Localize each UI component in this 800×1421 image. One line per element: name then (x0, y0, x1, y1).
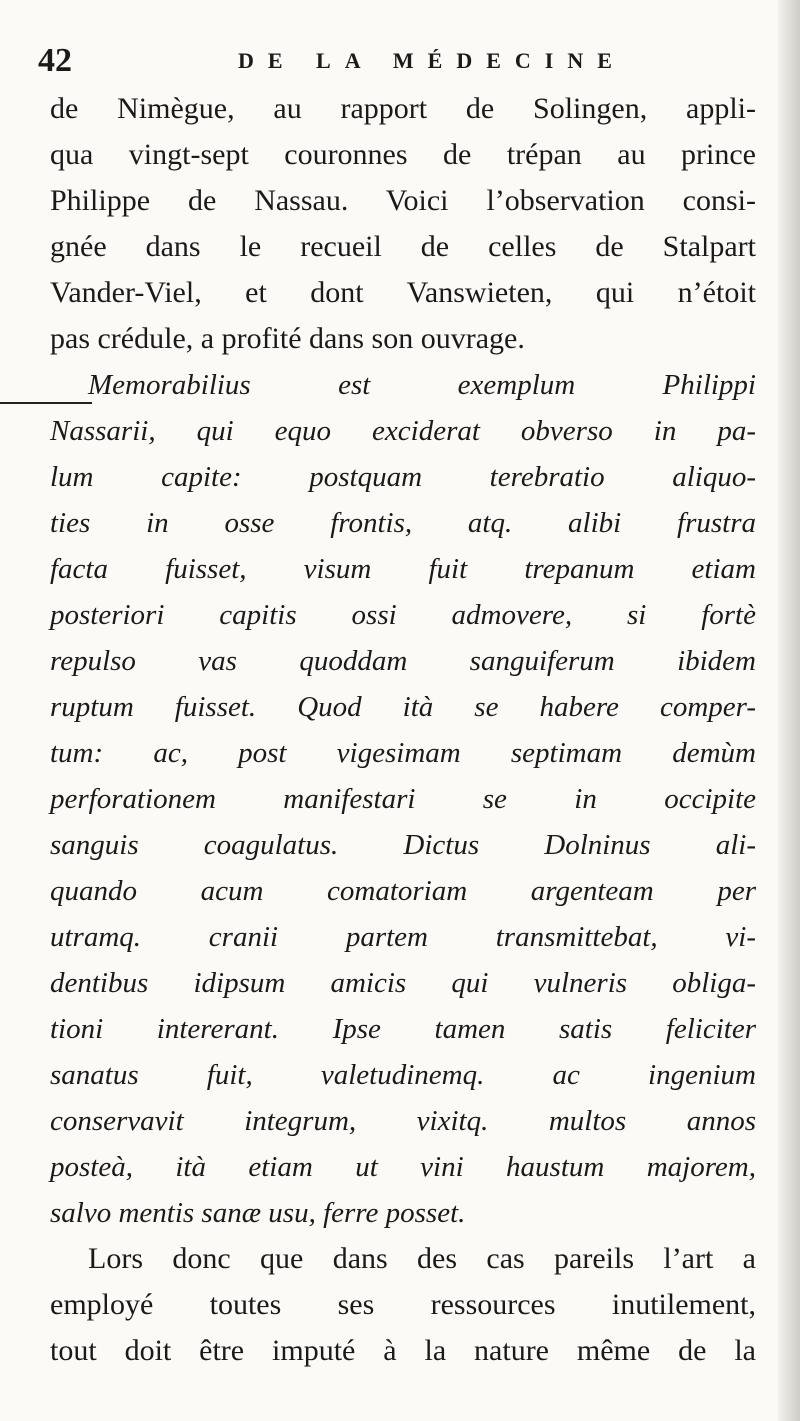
quote-line: tum: ac, post vigesimam septimam demùm (50, 737, 756, 769)
quote-line: Nassarii, qui equo exciderat obverso in pa- (50, 415, 756, 447)
text-line: tout doit être imputé à la nature même de la (50, 1334, 756, 1367)
quote-line: posteriori capitis ossi admovere, si fortè (50, 599, 756, 631)
quote-line: ties in osse frontis, atq. alibi frustra (50, 507, 756, 539)
quote-line: lum capite: postquam terebratio aliquo- (50, 461, 756, 493)
quote-line: sanatus fuit, valetudinemq. ac ingenium (50, 1059, 756, 1091)
text-line: Philippe de Nassau. Voici l’observation consi- (50, 184, 756, 217)
quote-line: tioni intererant. Ipse tamen satis feliciter (50, 1013, 756, 1045)
quote-line: perforationem manifestari se in occipite (50, 783, 756, 815)
text-line: pas crédule, a profité dans son ouvrage. (50, 322, 525, 355)
running-title: DE LA MÉDECINE (238, 48, 626, 73)
text-line: gnée dans le recueil de celles de Stalpart (50, 230, 756, 263)
text-line: Lors donc que dans des cas pareils l’art a (88, 1242, 756, 1275)
margin-rule (0, 402, 92, 404)
quote-line: dentibus idipsum amicis qui vulneris obliga- (50, 967, 756, 999)
quote-line: conservavit integrum, vixitq. multos annos (50, 1105, 756, 1137)
text-line: de Nimègue, au rapport de Solingen, appli- (50, 92, 756, 125)
page-gutter-shadow (778, 0, 800, 1421)
quote-line: sanguis coagulatus. Dictus Dolninus ali- (50, 829, 756, 861)
text-line: employé toutes ses ressources inutilement, (50, 1288, 756, 1321)
quote-line: Memorabilius est exemplum Philippi (88, 369, 756, 401)
quote-line: facta fuisset, visum fuit trepanum etiam (50, 553, 756, 585)
page-header (38, 42, 758, 82)
quote-line: quando acum comatoriam argenteam per (50, 875, 756, 907)
quote-line: salvo mentis sanæ usu, ferre posset. (50, 1197, 466, 1229)
page-number: 42 (38, 42, 72, 79)
text-line: qua vingt-sept couronnes de trépan au prince (50, 138, 756, 171)
quote-line: ruptum fuisset. Quod ità se habere comper- (50, 691, 756, 723)
quote-line: utramq. cranii partem transmittebat, vi- (50, 921, 756, 953)
text-line: Vander-Viel, et dont Vanswieten, qui n’étoit (50, 276, 756, 309)
quote-line: repulso vas quoddam sanguiferum ibidem (50, 645, 756, 677)
quote-line: posteà, ità etiam ut vini haustum majorem, (50, 1151, 756, 1183)
